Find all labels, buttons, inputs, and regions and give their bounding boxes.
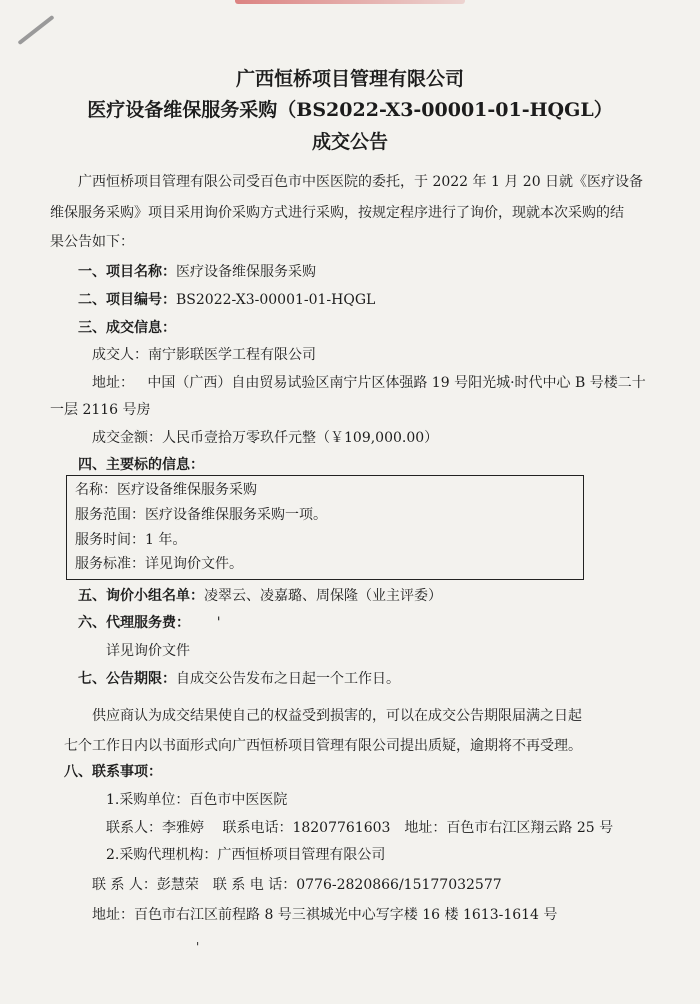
agency-contact-line: 联 系 人：彭慧荣 联 系 电 话：0776-2820866/15177032577 [92, 877, 502, 893]
winner-address-line-1 [92, 373, 646, 393]
section-7-value: 自成交公告发布之日起一个工作日。 [176, 671, 400, 687]
target-name: 名称：医疗设备维保服务采购 [75, 482, 257, 498]
section-3-label: 三、成交信息： [78, 320, 176, 336]
agency-line: 2.采购代理机构：广西恒桥项目管理有限公司 [106, 847, 386, 863]
target-scope: 服务范围：医疗设备维保服务采购一项。 [75, 507, 327, 523]
winner-line [92, 345, 316, 365]
section-5 [78, 586, 442, 606]
target-info-box [66, 475, 584, 580]
address-value: 中国（广西）自由贸易试验区南宁片区体强路 19 号阳光城·时代中心 B 号楼二十 [147, 375, 646, 391]
section-2-value: BS2022-X3-00001-01-HQGL [176, 292, 376, 308]
section-6-label: 六、代理服务费： [78, 615, 190, 631]
purchaser-line: 1.采购单位：百色市中医医院 [106, 792, 288, 808]
target-standard: 服务标准：详见询价文件。 [75, 556, 243, 572]
section-5-value: 凌翠云、凌嘉璐、周保隆（业主评委） [204, 588, 442, 604]
section-7 [78, 669, 400, 689]
amount-line [92, 428, 438, 448]
company-title: 广西恒桥项目管理有限公司 [235, 68, 464, 90]
amount-label: 成交金额： [92, 430, 162, 446]
section-5-label: 五、询价小组名单： [78, 588, 204, 604]
pen-mark [17, 15, 54, 45]
section-1-value: 医疗设备维保服务采购 [176, 264, 316, 280]
section-2-label: 二、项目编号： [78, 292, 176, 308]
complaint-line-1: 供应商认为成交结果使自己的权益受到损害的，可以在成交公告期限届满之日起 [92, 708, 582, 724]
intro-line-3: 果公告如下： [50, 234, 134, 250]
section-1-label: 一、项目名称： [78, 264, 176, 280]
target-time: 服务时间：1 年。 [75, 532, 187, 548]
section-6-value: 详见询价文件 [106, 643, 190, 659]
agency-address-line: 地址：百色市右江区前程路 8 号三祺城光中心写字楼 16 楼 1613-1614 号 [92, 907, 558, 923]
winner-address-line-2: 一层 2116 号房 [50, 402, 151, 418]
winner-label: 成交人： [92, 347, 148, 363]
section-1 [78, 262, 316, 282]
amount-value: 人民币壹拾万零玖仟元整（￥109,000.00） [162, 430, 439, 446]
footer-mark: ' [196, 940, 200, 954]
section-6-mark: ' [216, 615, 221, 631]
winner-name: 南宁影联医学工程有限公司 [148, 347, 316, 363]
section-4-label: 四、主要标的信息： [78, 457, 204, 473]
red-stamp-fragment [235, 0, 465, 4]
intro-line-1: 广西恒桥项目管理有限公司受百色市中医医院的委托，于 2022 年 1 月 20 日就《医疗设备 [78, 174, 644, 190]
section-2 [78, 290, 375, 310]
complaint-line-2: 七个工作日内以书面形式向广西恒桥项目管理有限公司提出质疑，逾期将不再受理。 [64, 738, 582, 754]
project-title: 医疗设备维保服务采购（BS2022-X3-00001-01-HQGL） [87, 99, 613, 121]
section-6 [78, 613, 221, 633]
notice-title: 成交公告 [311, 131, 388, 153]
address-label: 地址： [92, 375, 134, 391]
section-7-label: 七、公告期限： [78, 671, 176, 687]
purchaser-contact-line: 联系人：李雅婷 联系电话：18207761603 地址：百色市右江区翔云路 25 号 [106, 820, 614, 836]
intro-line-2: 维保服务采购》项目采用询价采购方式进行采购，按规定程序进行了询价，现就本次采购的结 [50, 205, 624, 221]
section-8-label: 八、联系事项： [64, 764, 162, 780]
